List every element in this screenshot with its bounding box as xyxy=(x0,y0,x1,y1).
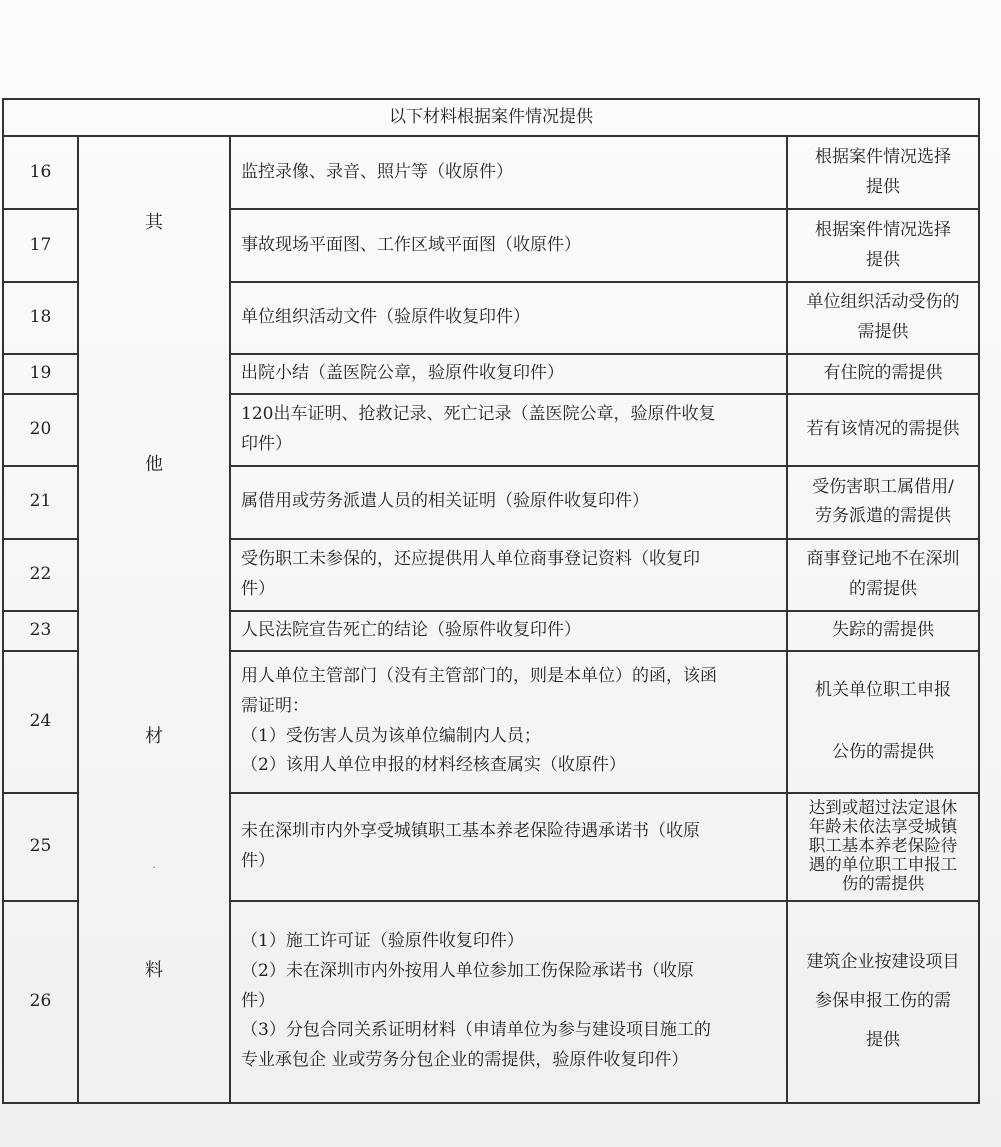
row-number: 21 xyxy=(3,466,78,539)
row-number: 22 xyxy=(3,539,78,611)
materials-table-wrapper xyxy=(2,98,978,1099)
row-note: 根据案件情况选择 提供 xyxy=(787,209,979,282)
category-dot: . xyxy=(152,860,156,871)
row-description: 用人单位主管部门（没有主管部门的，则是本单位）的函，该函 需证明： （1）受伤害人员为该单位编制内人员； （2）该用人单位申报的材料经核查属实（收原件） xyxy=(230,651,787,793)
row-number: 17 xyxy=(3,209,78,282)
row-description: 事故现场平面图、工作区域平面图（收原件） xyxy=(230,209,787,282)
row-number: 18 xyxy=(3,282,78,354)
row-description: 属借用或劳务派遣人员的相关证明（验原件收复印件） xyxy=(230,466,787,539)
materials-table xyxy=(2,98,980,1104)
category-char: 料 xyxy=(145,960,163,981)
row-number: 25 xyxy=(3,793,78,901)
row-note: 若有该情况的需提供 xyxy=(787,394,979,466)
row-note: 受伤害职工属借用/ 劳务派遣的需提供 xyxy=(787,466,979,539)
row-number: 24 xyxy=(3,651,78,793)
category-char: 材 xyxy=(145,726,163,747)
row-note: 单位组织活动受伤的 需提供 xyxy=(787,282,979,354)
row-note: 失踪的需提供 xyxy=(787,611,979,651)
row-description: 120出车证明、抢救记录、死亡记录（盖医院公章，验原件收复 印件） xyxy=(230,394,787,466)
row-description: 单位组织活动文件（验原件收复印件） xyxy=(230,282,787,354)
row-note: 建筑企业按建设项目 参保申报工伤的需 提供 xyxy=(787,901,979,1103)
table-header-row xyxy=(3,99,979,136)
row-description: 人民法院宣告死亡的结论（验原件收复印件） xyxy=(230,611,787,651)
row-description: 监控录像、录音、照片等（收原件） xyxy=(230,136,787,209)
category-char: 其 xyxy=(145,212,163,233)
category-char: 他 xyxy=(145,454,163,475)
row-note: 根据案件情况选择 提供 xyxy=(787,136,979,209)
row-number: 19 xyxy=(3,354,78,394)
row-description: 受伤职工未参保的，还应提供用人单位商事登记资料（收复印 件） xyxy=(230,539,787,611)
row-number: 26 xyxy=(3,901,78,1103)
category-label xyxy=(79,137,229,1102)
row-description: （1）施工许可证（验原件收复印件） （2）未在深圳市内外按用人单位参加工伤保险承诺书（收原 件） （3）分包合同关系证明材料（申请单位为参与建设项目施工的 专业承包企 业或劳务分包企业的需提供，验原件收复印件） xyxy=(230,901,787,1103)
table-header-title: 以下材料根据案件情况提供 xyxy=(3,99,979,136)
table-row xyxy=(3,136,979,209)
row-note: 机关单位职工申报 公伤的需提供 xyxy=(787,651,979,793)
row-note: 商事登记地不在深圳 的需提供 xyxy=(787,539,979,611)
row-number: 23 xyxy=(3,611,78,651)
row-description: 出院小结（盖医院公章，验原件收复印件） xyxy=(230,354,787,394)
row-number: 20 xyxy=(3,394,78,466)
row-note: 有住院的需提供 xyxy=(787,354,979,394)
category-cell xyxy=(78,136,230,1103)
row-description: 未在深圳市内外享受城镇职工基本养老保险待遇承诺书（收原 件） xyxy=(230,793,787,901)
row-number: 16 xyxy=(3,136,78,209)
row-note: 达到或超过法定退休 年龄未依法享受城镇 职工基本养老保险待 遇的单位职工申报工 伤的需提供 xyxy=(787,793,979,901)
